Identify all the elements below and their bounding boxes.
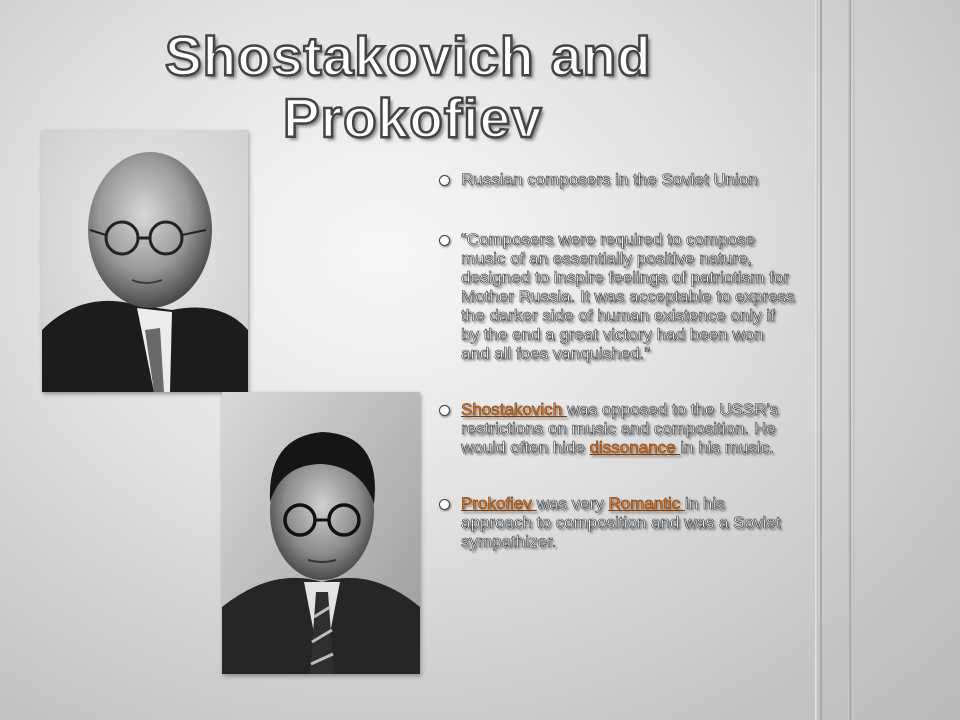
bullet-text: in his music.: [680, 438, 774, 457]
romantic-link[interactable]: Romantic: [608, 494, 685, 513]
title-line-2: Prokofiev: [283, 87, 543, 149]
bullet-list: [435, 170, 795, 551]
edge-stripe: [820, 0, 822, 720]
shostakovich-portrait: [222, 392, 420, 674]
edge-stripe: [815, 0, 818, 720]
bullet-text: in his approach to composition and was a Soviet sympathizer.: [461, 494, 781, 551]
bullet-item: [435, 230, 795, 363]
dissonance-link[interactable]: dissonance: [589, 438, 681, 457]
bullet-text: “Composers were required to compose music of an essentially positive nature, designed to inspire feelings of patriotism for Mother Russia. It was acceptable to express the darker side of human existence only if by the end a great victory had been won and all foes vanquished.”: [461, 230, 795, 363]
bullet-text: was opposed to the USSR’s restrictions on music and composition. He would often hide: [461, 400, 779, 457]
bullet-item: [435, 170, 795, 189]
prokofiev-link[interactable]: Prokofiev: [461, 494, 537, 513]
bullet-item: [435, 400, 795, 457]
title-line-1: Shostakovich and: [165, 25, 652, 87]
bullet-text: Russian composers in the Soviet Union: [461, 170, 758, 189]
edge-stripe: [848, 0, 851, 720]
bullet-item: [435, 494, 795, 551]
bullet-text: was very: [536, 494, 609, 513]
shostakovich-link[interactable]: Shostakovich: [461, 400, 567, 419]
prokofiev-portrait: [42, 130, 248, 392]
edge-stripe: [853, 0, 855, 720]
